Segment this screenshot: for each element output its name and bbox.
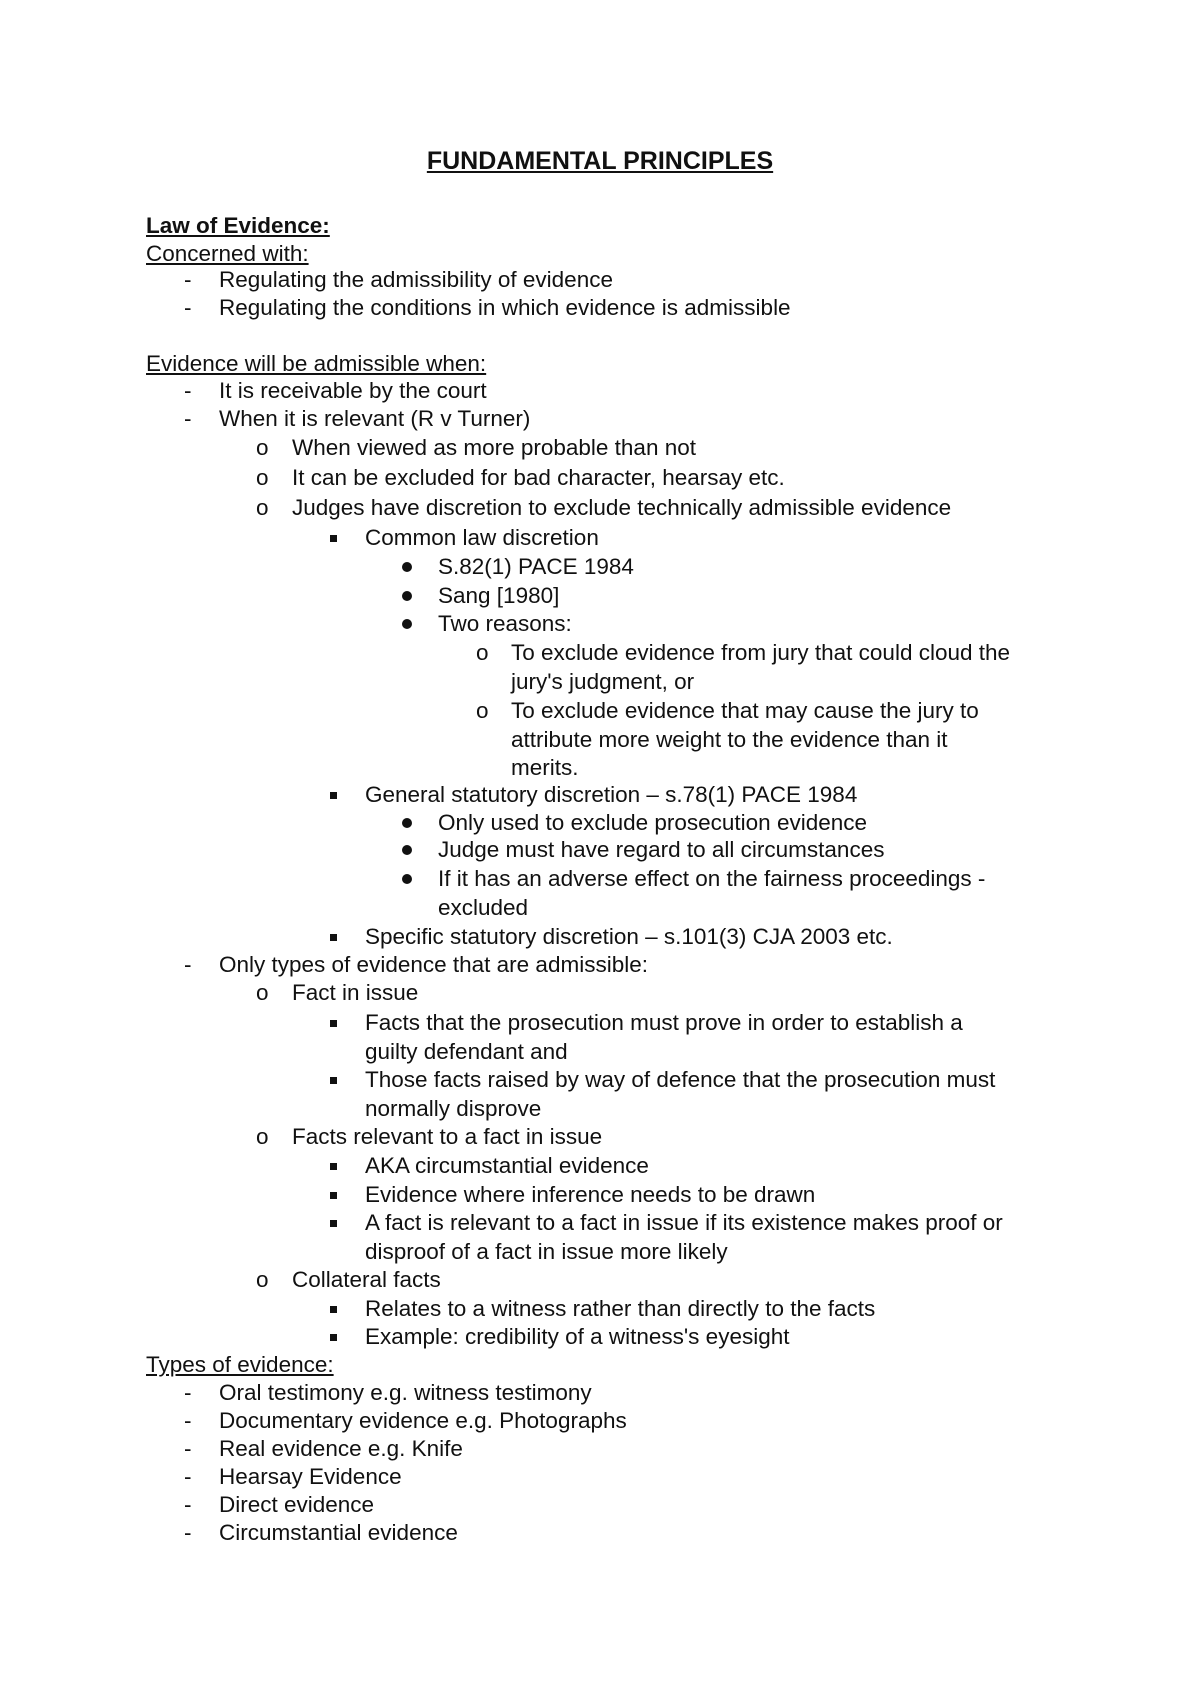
square-bullet-icon (330, 1306, 337, 1313)
list-item: When it is relevant (R v Turner) (219, 406, 531, 431)
square-bullet-icon (330, 1334, 337, 1341)
list-item: Facts that the prosecution must prove in order to establish a (365, 1010, 963, 1035)
list-item-continuation: merits. (511, 755, 579, 780)
o-marker: o (256, 980, 269, 1005)
list-item: Hearsay Evidence (219, 1464, 402, 1489)
square-bullet-icon (330, 535, 337, 542)
list-item: It is receivable by the court (219, 378, 487, 403)
admissible-heading: Evidence will be admissible when: (146, 351, 487, 376)
round-bullet-icon (402, 874, 412, 884)
dash-marker: - (184, 1436, 192, 1461)
list-item-continuation: excluded (438, 895, 529, 920)
list-item: Specific statutory discretion – s.101(3) CJA 2003 etc. (365, 924, 893, 949)
list-item: S.82(1) PACE 1984 (438, 554, 634, 579)
o-marker: o (476, 698, 489, 723)
square-bullet-icon (330, 1163, 337, 1170)
round-bullet-icon (402, 845, 412, 855)
round-bullet-icon (402, 818, 412, 828)
square-bullet-icon (330, 1020, 337, 1027)
list-item: Example: credibility of a witness's eyesight (365, 1324, 790, 1349)
list-item: Those facts raised by way of defence that the prosecution must (365, 1067, 996, 1092)
list-item: To exclude evidence from jury that could cloud the (511, 640, 1011, 665)
list-item: Fact in issue (292, 980, 419, 1005)
law-heading: Law of Evidence: (146, 213, 330, 238)
list-item: Only used to exclude prosecution evidence (438, 810, 868, 835)
list-item: It can be excluded for bad character, hearsay etc. (292, 465, 785, 490)
dash-marker: - (184, 295, 192, 320)
o-marker: o (256, 435, 269, 460)
list-item: A fact is relevant to a fact in issue if its existence makes proof or (365, 1210, 1003, 1235)
o-marker: o (256, 465, 269, 490)
list-item: Judge must have regard to all circumstances (438, 837, 885, 862)
dash-marker: - (184, 952, 192, 977)
list-item: Common law discretion (365, 525, 599, 550)
square-bullet-icon (330, 792, 337, 799)
page-title: FUNDAMENTAL PRINCIPLES (426, 147, 774, 175)
dash-marker: - (184, 1492, 192, 1517)
types-heading: Types of evidence: (146, 1352, 334, 1377)
list-item-continuation: guilty defendant and (365, 1039, 568, 1064)
list-item-continuation: normally disprove (365, 1096, 542, 1121)
square-bullet-icon (330, 934, 337, 941)
list-item: Real evidence e.g. Knife (219, 1436, 463, 1461)
dash-marker: - (184, 1380, 192, 1405)
list-item: Circumstantial evidence (219, 1520, 458, 1545)
list-item-continuation: disproof of a fact in issue more likely (365, 1239, 728, 1264)
list-item: Collateral facts (292, 1267, 441, 1292)
list-item: Evidence where inference needs to be drawn (365, 1182, 816, 1207)
dash-marker: - (184, 1520, 192, 1545)
list-item: AKA circumstantial evidence (365, 1153, 649, 1178)
list-item: Regulating the admissibility of evidence (219, 267, 613, 292)
list-item: Documentary evidence e.g. Photographs (219, 1408, 627, 1433)
list-item: Regulating the conditions in which evidence is admissible (219, 295, 791, 320)
o-marker: o (256, 1267, 269, 1292)
list-item-continuation: jury's judgment, or (511, 669, 695, 694)
o-marker: o (256, 1124, 269, 1149)
square-bullet-icon (330, 1220, 337, 1227)
list-item: When viewed as more probable than not (292, 435, 696, 460)
dash-marker: - (184, 267, 192, 292)
list-item-continuation: attribute more weight to the evidence than it (511, 727, 948, 752)
square-bullet-icon (330, 1192, 337, 1199)
square-bullet-icon (330, 1077, 337, 1084)
o-marker: o (476, 640, 489, 665)
list-item: If it has an adverse effect on the fairness proceedings - (438, 866, 986, 891)
round-bullet-icon (402, 562, 412, 572)
concerned-heading: Concerned with: (146, 241, 309, 266)
dash-marker: - (184, 1464, 192, 1489)
o-marker: o (256, 495, 269, 520)
dash-marker: - (184, 406, 192, 431)
dash-marker: - (184, 1408, 192, 1433)
list-item: Direct evidence (219, 1492, 375, 1517)
list-item: General statutory discretion – s.78(1) PACE 1984 (365, 782, 858, 807)
list-item: To exclude evidence that may cause the jury to (511, 698, 979, 723)
dash-marker: - (184, 378, 192, 403)
round-bullet-icon (402, 591, 412, 601)
list-item: Only types of evidence that are admissible: (219, 952, 648, 977)
list-item: Relates to a witness rather than directly to the facts (365, 1296, 876, 1321)
list-item: Facts relevant to a fact in issue (292, 1124, 603, 1149)
round-bullet-icon (402, 619, 412, 629)
list-item: Sang [1980] (438, 583, 560, 608)
list-item: Judges have discretion to exclude technically admissible evidence (292, 495, 952, 520)
list-item: Oral testimony e.g. witness testimony (219, 1380, 592, 1405)
list-item: Two reasons: (438, 611, 572, 636)
